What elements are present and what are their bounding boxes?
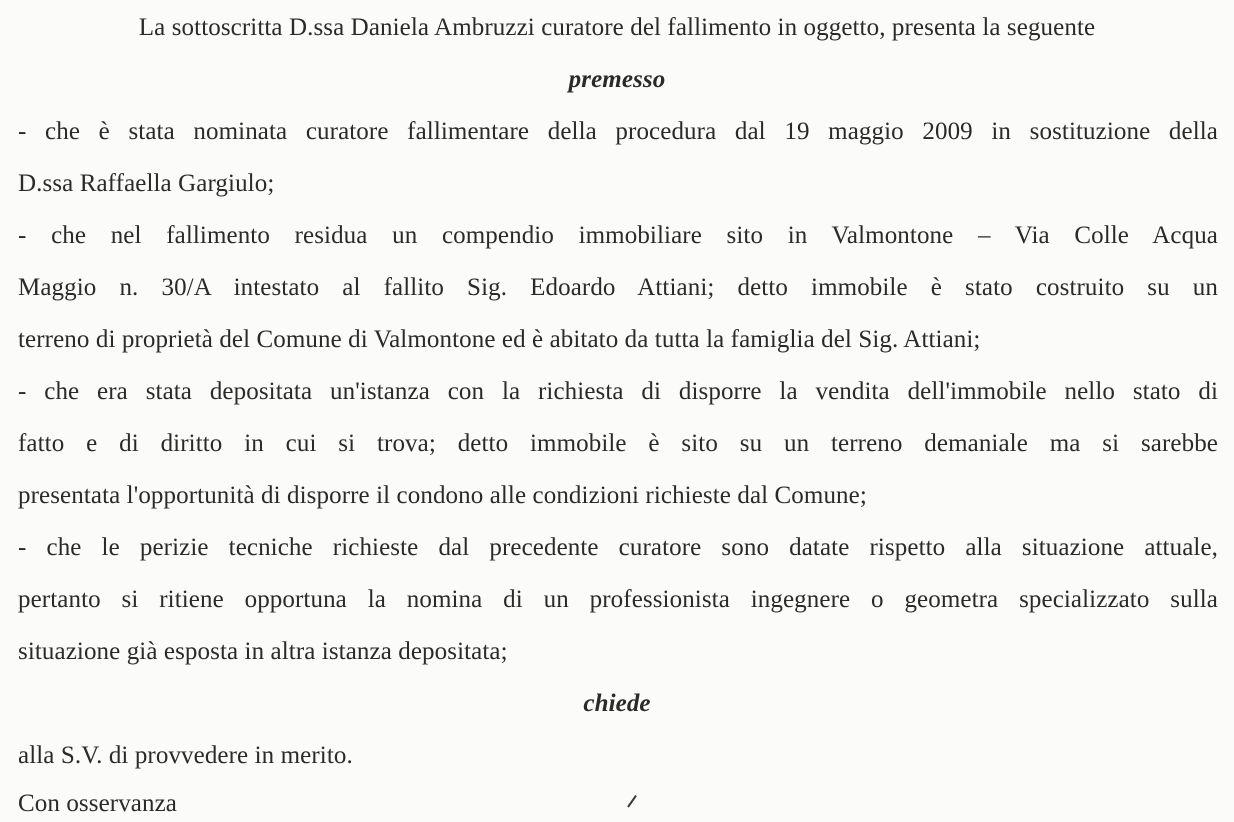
premesso-line-11: situazione già esposta in altra istanza depositata; [18,638,508,665]
premesso-line-8: presentata l'opportunità di disporre il condono alle condizioni richieste dal Comune; [18,482,867,509]
premesso-line-3: - che nel fallimento residua un compendio immobiliare sito in Valmontone – Via Colle Acqua [18,222,1218,249]
premesso-line-1: - che è stata nominata curatore fallimentare della procedura dal 19 maggio 2009 in sostituzione della [18,118,1218,145]
intro-line: La sottoscritta D.ssa Daniela Ambruzzi curatore del fallimento in oggetto, presenta la seguente [138,14,1096,41]
premesso-line-9: - che le perizie tecniche richieste dal precedente curatore sono datate rispetto alla situazione attuale, [18,534,1218,561]
heading-premesso: premesso [568,66,666,93]
closing-line: Con osservanza [18,790,177,817]
premesso-line-4: Maggio n. 30/A intestato al fallito Sig. Edoardo Attiani; detto immobile è stato costruito su un [18,274,1218,301]
premesso-line-7: fatto e di diritto in cui si trova; detto immobile è sito su un terreno demaniale ma si sarebbe [18,430,1218,457]
request-line: alla S.V. di provvedere in merito. [18,742,353,769]
premesso-line-5: terreno di proprietà del Comune di Valmontone ed è abitato da tutta la famiglia del Sig. Attiani; [18,326,981,353]
premesso-line-2: D.ssa Raffaella Gargiulo; [18,170,275,197]
premesso-line-10: pertanto si ritiene opportuna la nomina di un professionista ingegnere o geometra specializzato sulla [18,586,1218,613]
premesso-line-6: - che era stata depositata un'istanza con la richiesta di disporre la vendita dell'immobile nello stato di [18,378,1218,405]
heading-chiede: chiede [583,690,651,717]
